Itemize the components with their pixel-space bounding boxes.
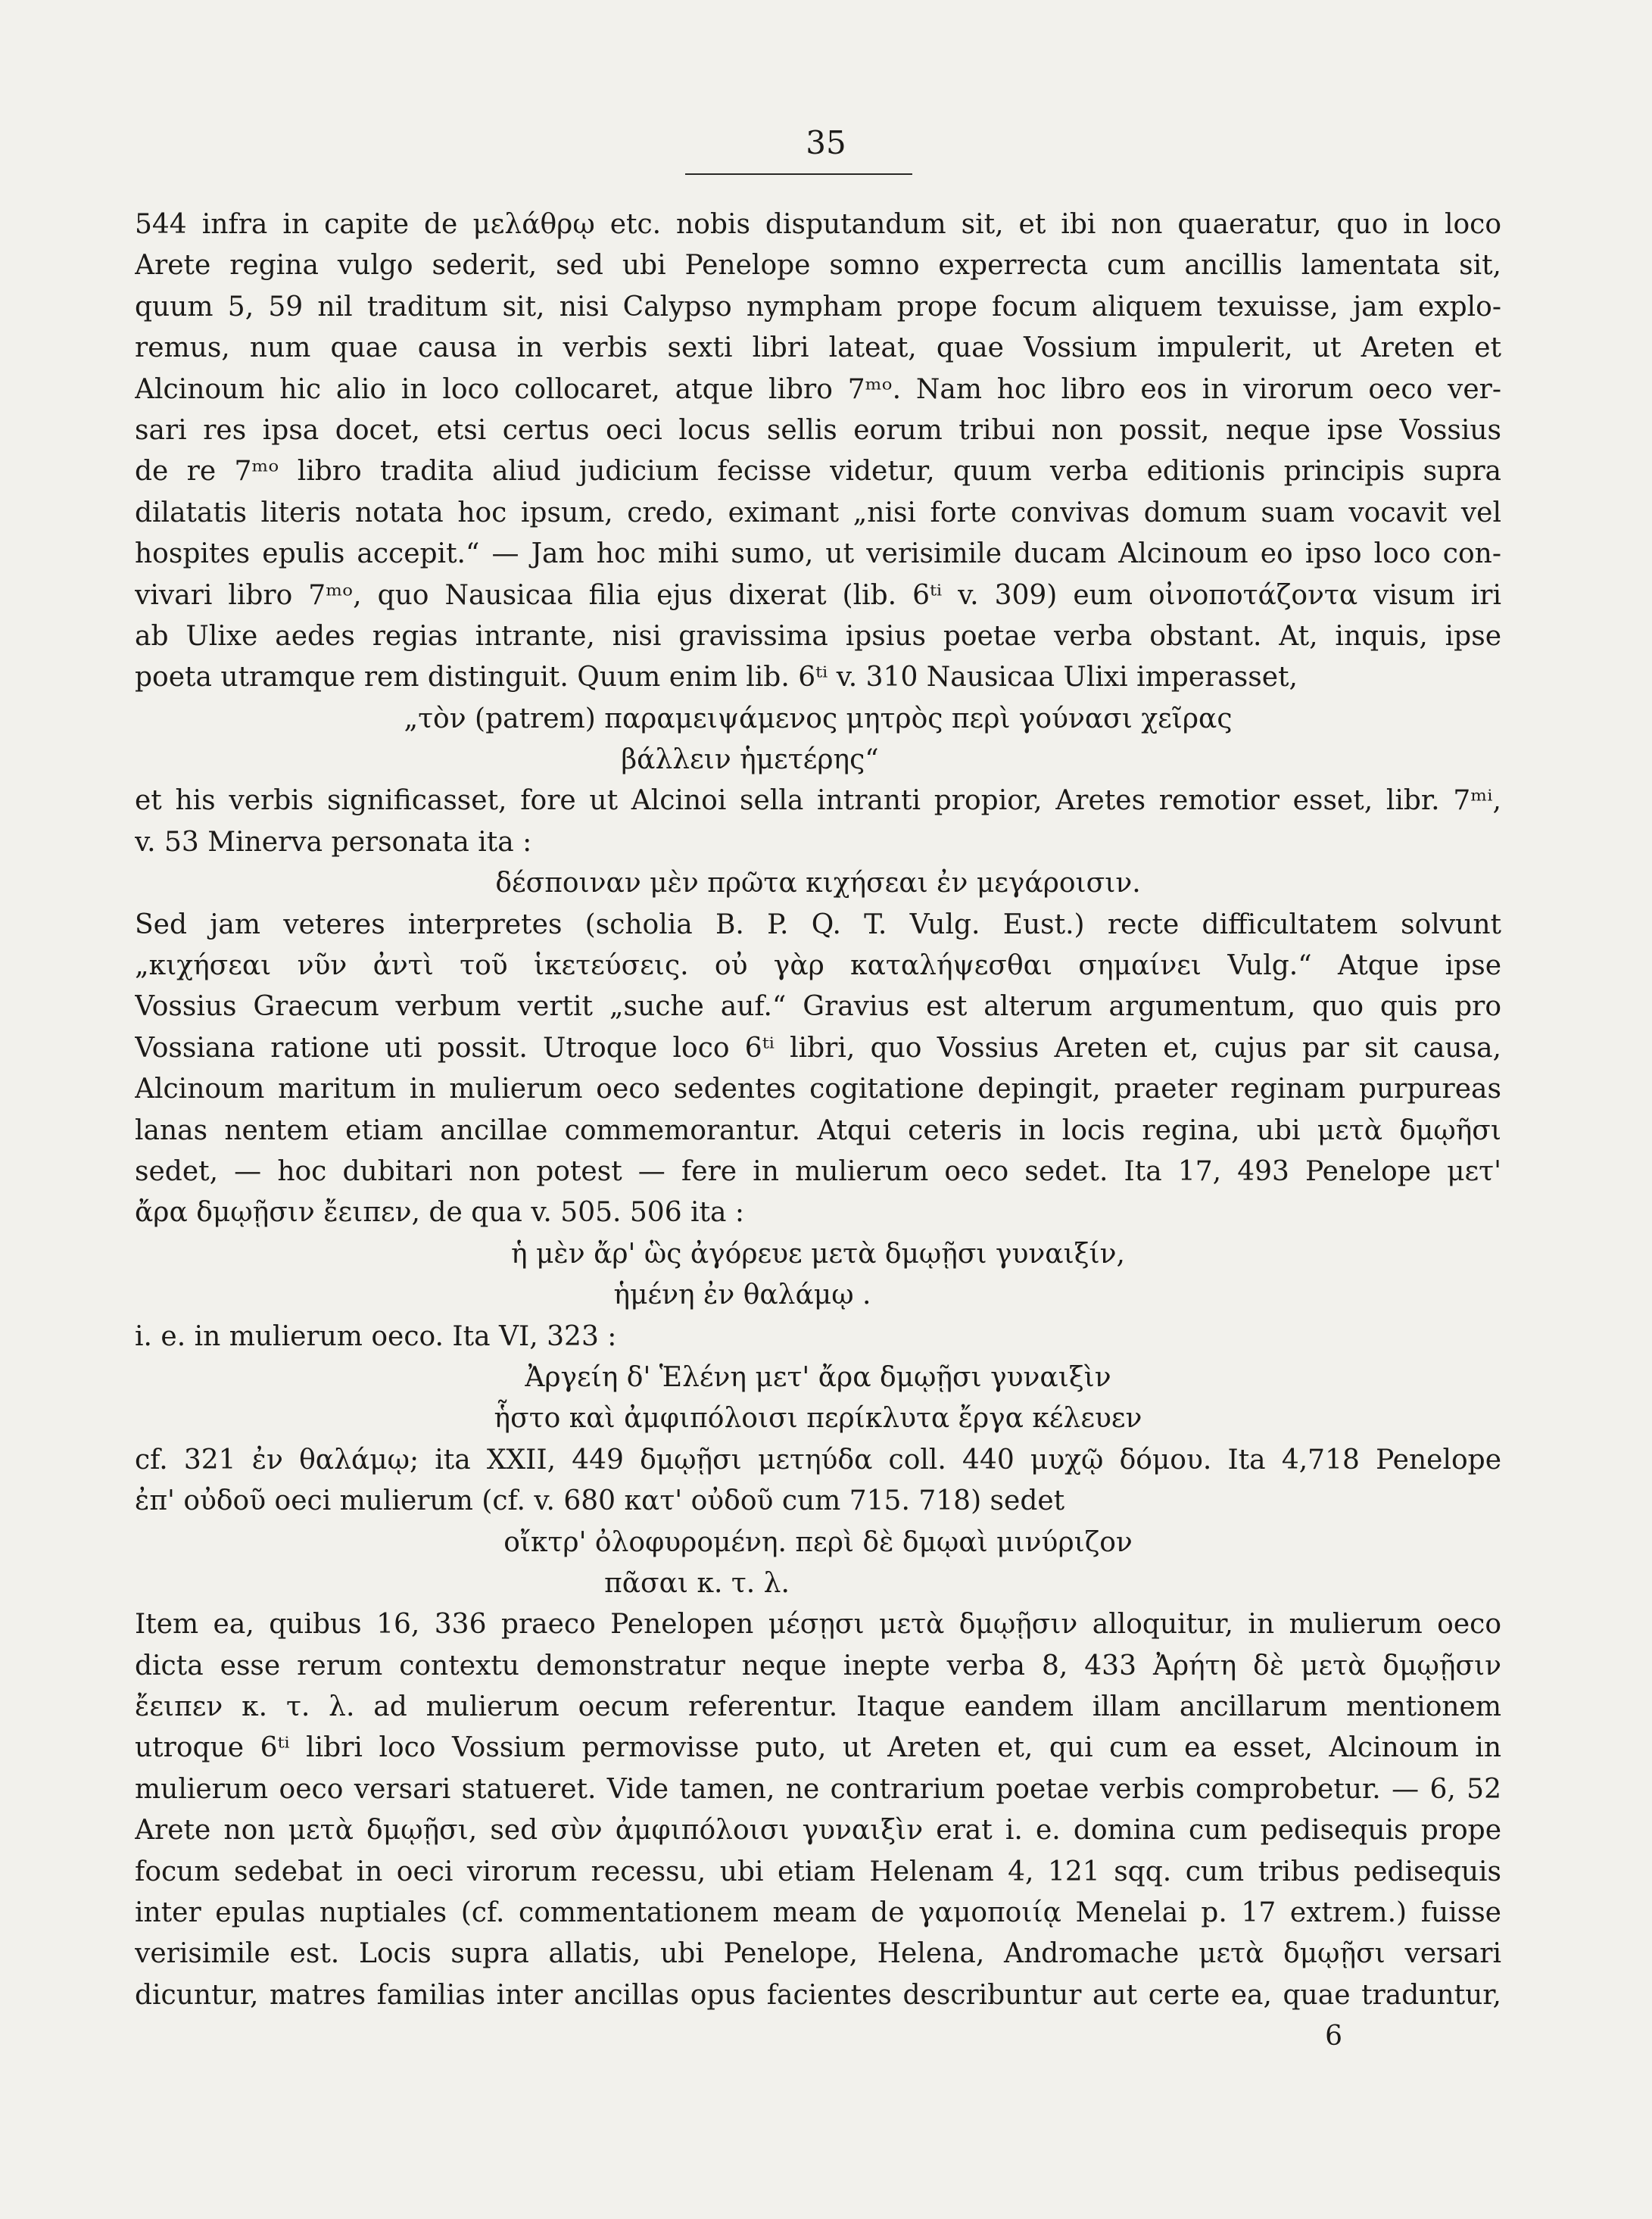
body-text (135, 204, 1501, 2058)
text-line: verisimile est. Locis supra allatis, ubi Penelope, Helena, Andromache μετὰ δμῳῇσι versari (135, 1938, 1501, 1970)
text-line: Alcinoum hic alio in loco collocaret, atque libro 7ᵐᵒ. Nam hoc libro eos in virorum oeco ver- (135, 373, 1501, 405)
text-line: Vossiana ratione uti possit. Utroque loco 6ᵗⁱ libri, quo Vossius Areten et, cujus par sit causa, (135, 1032, 1501, 1064)
signature-mark: 6 (1325, 2021, 1342, 2052)
header-rule (685, 173, 912, 175)
text-line: Item ea, quibus 16, 336 praeco Penelopen μέσῃσι μετὰ δμῳῇσιν alloquitur, in mulierum oeco (135, 1609, 1501, 1641)
text-line: ab Ulixe aedes regias intrante, nisi gravissima ipsius poetae verba obstant. At, inquis, ipse (135, 620, 1501, 652)
text-line: Arete non μετὰ δμῳῇσι, sed σὺν ἀμφιπόλοισι γυναιξὶν erat i. e. domina cum pedisequis prope (135, 1815, 1501, 1847)
text-line: remus, num quae causa in verbis sexti libri lateat, quae Vossium impulerit, ut Areten et (135, 332, 1501, 364)
text-line: quum 5, 59 nil traditum sit, nisi Calypso nympham prope focum aliquem texuisse, jam explo- (135, 291, 1501, 323)
text-line: sedet, — hoc dubitari non potest — fere in mulierum oeco sedet. Ita 17, 493 Penelope μετ' (135, 1155, 1501, 1187)
text-line: mulierum oeco versari statueret. Vide tamen, ne contrarium poetae verbis comprobetur. — 6, 52 (135, 1773, 1501, 1805)
text-line: utroque 6ᵗⁱ libri loco Vossium permovisse puto, ut Areten et, qui cum ea esset, Alcinoum in (135, 1732, 1501, 1764)
page-number: 35 (806, 124, 846, 161)
greek-quote-line: βάλλειν ἡμετέρης“ (621, 744, 879, 776)
greek-quote-line: ἡμένη ἐν θαλάμῳ . (613, 1279, 871, 1311)
text-line: et his verbis significasset, fore ut Alcinoi sella intranti propior, Aretes remotior esset, libr. 7ᵐⁱ, (135, 785, 1501, 817)
text-line: Vossius Graecum verbum vertit „suche auf.“ Gravius est alterum argumentum, quo quis pro (135, 991, 1501, 1023)
text-line: hospites epulis accepit.“ — Jam hoc mihi sumo, ut verisimile ducam Alcinoum eo ipso loco con- (135, 538, 1501, 570)
text-line: poeta utramque rem distinguit. Quum enim lib. 6ᵗⁱ v. 310 Nausicaa Ulixi imperasset, (135, 662, 1298, 693)
greek-quote-line: ἧστο καὶ ἀμφιπόλοισι περίκλυτα ἔργα κέλευεν (494, 1403, 1142, 1435)
text-line: Sed jam veteres interpretes (scholia B. P. Q. T. Vulg. Eust.) recte difficultatem solvunt (135, 908, 1501, 940)
text-line: vivari libro 7ᵐᵒ, quo Nausicaa filia ejus dixerat (lib. 6ᵗⁱ v. 309) eum οἰνοποτάζοντα visum iri (135, 579, 1501, 611)
text-line: de re 7ᵐᵒ libro tradita aliud judicium fecisse videtur, quum verba editionis principis supra (135, 456, 1501, 488)
text-line: inter epulas nuptiales (cf. commentationem meam de γαμοποιίᾳ Menelai p. 17 extrem.) fuisse (135, 1897, 1501, 1929)
text-line: dilatatis literis notata hoc ipsum, credo, eximant „nisi forte convivas domum suam vocavit vel (135, 497, 1501, 528)
text-line: ἄρα δμῳῇσιν ἔειπεν, de qua v. 505. 506 ita : (135, 1197, 745, 1229)
text-line: 544 infra in capite de μελάθρῳ etc. nobis disputandum sit, et ibi non quaeratur, quo in loco (135, 209, 1501, 240)
greek-quote-line: πᾶσαι κ. τ. λ. (604, 1567, 790, 1599)
text-line: sari res ipsa docet, etsi certus oeci locus sellis eorum tribui non possit, neque ipse Vossius (135, 414, 1501, 446)
text-line: Arete regina vulgo sederit, sed ubi Penelope somno experrecta cum ancillis lamentata sit, (135, 250, 1501, 282)
greek-quote-line: δέσποιναν μὲν πρῶτα κιχήσεαι ἐν μεγάροισιν. (495, 868, 1141, 899)
text-line: dicuntur, matres familias inter ancillas opus facientes describuntur aut certe ea, quae traduntur, (135, 1979, 1501, 2011)
text-line: ἔειπεν κ. τ. λ. ad mulierum oecum referentur. Itaque eandem illam ancillarum mentionem (135, 1691, 1501, 1723)
greek-quote-line: οἴκτρ' ὀλοφυρομένη. περὶ δὲ δμῳαὶ μινύριζον (503, 1526, 1133, 1558)
text-line: cf. 321 ἐν θαλάμῳ; ita XXII, 449 δμῳῇσι μετηύδα coll. 440 μυχῷ δόμου. Ita 4,718 Penelope (135, 1444, 1501, 1476)
text-line: focum sedebat in oeci virorum recessu, ubi etiam Helenam 4, 121 sqq. cum tribus pedisequis (135, 1856, 1501, 1887)
text-line: i. e. in mulierum oeco. Ita VI, 323 : (135, 1320, 617, 1352)
text-line: ἐπ' οὐδοῦ oeci mulierum (cf. v. 680 κατ' οὐδοῦ cum 715. 718) sedet (135, 1485, 1065, 1517)
text-line: „κιχήσεαι νῦν ἀντὶ τοῦ ἱκετεύσεις. οὐ γὰρ καταλήψεσθαι σημαίνει Vulg.“ Atque ipse (135, 950, 1501, 982)
greek-quote-line: Ἀργείη δ' Ἑλένη μετ' ἄρα δμῳῇσι γυναιξὶν (525, 1361, 1111, 1393)
text-line: Alcinoum maritum in mulierum oeco sedentes cogitatione depingit, praeter reginam purpureas (135, 1074, 1501, 1105)
greek-quote-line: „τὸν (patrem) παραμειψάμενος μητρὸς περὶ γούνασι χεῖρας (404, 703, 1233, 734)
greek-quote-line: ἡ μὲν ἄρ' ὣς ἀγόρευε μετὰ δμῳῇσι γυναιξίν, (511, 1238, 1125, 1270)
text-line: lanas nentem etiam ancillae commemorantur. Atqui ceteris in locis regina, ubi μετὰ δμῳῆσι (135, 1114, 1501, 1146)
text-line: v. 53 Minerva personata ita : (135, 826, 532, 858)
text-line: dicta esse rerum contextu demonstratur neque inepte verba 8, 433 Ἀρήτη δὲ μετὰ δμῳῇσιν (135, 1650, 1501, 1681)
